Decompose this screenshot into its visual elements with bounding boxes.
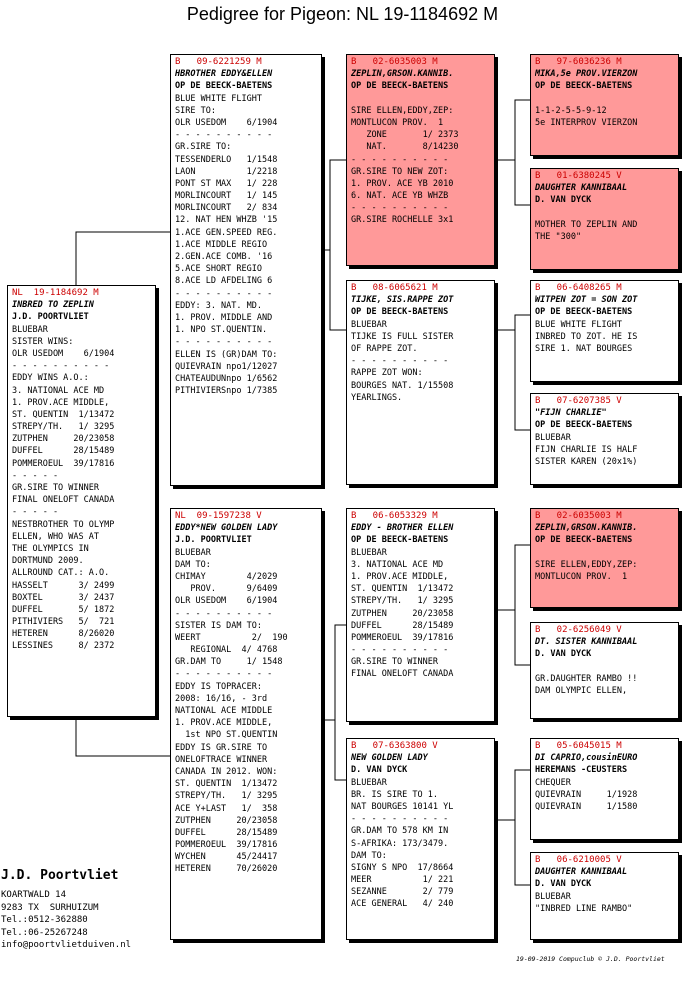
pedigree-line bbox=[535, 93, 678, 105]
pedigree-line: - - - - - - - - - - bbox=[175, 337, 273, 348]
pedigree-line: - - - - - - - - - - bbox=[175, 608, 273, 619]
pedigree-line: DUFFEL 28/15489 bbox=[175, 827, 278, 838]
ring-number: B 07-6207385 V bbox=[535, 396, 622, 406]
owner-email[interactable]: info@poortvlietduiven.nl bbox=[1, 940, 132, 951]
pedigree-line: WEERT 2/ 190 bbox=[175, 632, 288, 643]
pedigree-line: RAPPE ZOT WON: bbox=[351, 368, 423, 379]
pedigree-line: PITHIVIERSnpo 1/7385 bbox=[175, 386, 278, 397]
pedigree-line: 1. PROV. ACE YB 2010 bbox=[351, 178, 454, 189]
pedigree-line: DUFFEL 28/15489 bbox=[351, 620, 454, 631]
pigeon-name: EDDY - BROTHER ELLEN bbox=[351, 523, 454, 534]
breeder-name: D. VAN DYCK bbox=[535, 195, 592, 206]
pedigree-line: SIRE TO: bbox=[175, 105, 216, 116]
pigeon-card-sdd[interactable] bbox=[530, 393, 679, 485]
pedigree-line: - - - - - - - - - - bbox=[351, 154, 449, 165]
pedigree-line: ST. QUENTIN 1/13472 bbox=[175, 779, 278, 790]
pedigree-line: SIRE ELLEN,EDDY,ZEP: bbox=[351, 105, 454, 116]
pedigree-line: HETEREN 70/26020 bbox=[175, 864, 278, 875]
pigeon-card-sire-sire[interactable] bbox=[346, 54, 495, 266]
pedigree-line: DUFFEL 28/15489 bbox=[12, 446, 115, 457]
pedigree-line: REGIONAL 4/ 4768 bbox=[175, 645, 278, 656]
pedigree-line: ACE Y+LAST 1/ 358 bbox=[175, 803, 278, 814]
ring-number: B 08-6065621 M bbox=[351, 283, 438, 293]
ring-number: B 05-6045015 M bbox=[535, 741, 622, 751]
pedigree-line bbox=[351, 93, 494, 105]
pedigree-line: ZUTPHEN 20/23058 bbox=[351, 608, 454, 619]
pedigree-line: ALLROUND CAT.: A.O. bbox=[12, 568, 110, 579]
pedigree-line: CANADA IN 2012. WON: bbox=[175, 766, 278, 777]
ring-number: NL 09-1597238 V bbox=[175, 511, 262, 521]
pedigree-line: BLUEBAR bbox=[175, 547, 211, 558]
ring-number: B 01-6380245 V bbox=[535, 171, 622, 181]
pedigree-line: S-AFRIKA: 173/3479. bbox=[351, 838, 449, 849]
pedigree-line: CHIMAY 4/2029 bbox=[175, 571, 278, 582]
pigeon-name: EDDY*NEW GOLDEN LADY bbox=[175, 523, 278, 534]
pigeon-name: DT. SISTER KANNIBAAL bbox=[535, 637, 638, 648]
pedigree-line: SEZANNE 2/ 779 bbox=[351, 887, 454, 898]
pedigree-line: BOURGES NAT. 1/15508 bbox=[351, 380, 454, 391]
pigeon-card-sss[interactable] bbox=[530, 54, 679, 156]
pedigree-line: NATIONAL ACE MIDDLE bbox=[175, 706, 273, 716]
pedigree-line: 1-1-2-5-5-9-12 bbox=[535, 105, 607, 116]
pedigree-line: GR.SIRE TO: bbox=[175, 142, 232, 153]
pedigree-line: BLUE WHITE FLIGHT bbox=[175, 93, 262, 104]
breeder-name: OP DE BEECK-BAETENS bbox=[175, 81, 273, 92]
pedigree-line: BR. IS SIRE TO 1. bbox=[351, 789, 438, 800]
owner-block bbox=[1, 868, 131, 952]
owner-phone-1: Tel.:0512-362880 bbox=[1, 915, 88, 926]
pedigree-line: QUIEVRAIN npo1/12027 bbox=[175, 361, 278, 372]
pedigree-line: SIRE ELLEN,EDDY,ZEP: bbox=[535, 559, 638, 570]
pedigree-line: 1.ACE MIDDLE REGIO bbox=[175, 239, 268, 250]
pedigree-line: STREPY/TH. 1/ 3295 bbox=[12, 422, 115, 433]
pedigree-line: THE "300" bbox=[535, 231, 582, 242]
breeder-name: OP DE BEECK-BAETENS bbox=[535, 81, 633, 92]
pigeon-name: INBRED TO ZEPLIN bbox=[12, 300, 94, 311]
pedigree-line: 5e INTERPROV VIERZON bbox=[535, 117, 638, 128]
pedigree-line: - - - - - - - - - - bbox=[12, 361, 110, 372]
pigeon-name: DAUGHTER KANNIBAAL bbox=[535, 183, 628, 194]
pedigree-line: BLUEBAR bbox=[351, 319, 387, 330]
pedigree-line: 2.GEN.ACE COMB. '16 bbox=[175, 252, 273, 262]
pedigree-line: GR.DAM TO 1/ 1548 bbox=[175, 657, 283, 668]
pedigree-line: OLR USEDOM 6/1904 bbox=[175, 596, 278, 607]
pedigree-line: SISTER IS DAM TO: bbox=[175, 620, 262, 631]
breeder-name: HEREMANS -CEUSTERS bbox=[535, 765, 628, 776]
pedigree-line: - - - - - bbox=[12, 470, 59, 481]
breeder-name: J.D. POORTVLIET bbox=[175, 535, 252, 546]
pedigree-line: TESSENDERLO 1/1548 bbox=[175, 154, 278, 165]
pedigree-line: 12. NAT HEN WHZB '15 bbox=[175, 215, 278, 226]
pedigree-line: ACE GENERAL 4/ 240 bbox=[351, 899, 454, 910]
breeder-name: OP DE BEECK-BAETENS bbox=[351, 307, 449, 318]
pedigree-line: NAT BOURGES 10141 YL bbox=[351, 801, 454, 812]
pedigree-line: FINAL ONELOFT CANADA bbox=[351, 669, 454, 680]
ring-number: B 09-6221259 M bbox=[175, 57, 262, 67]
pedigree-line: QUIEVRAIN 1/1580 bbox=[535, 801, 638, 812]
pedigree-line: EDDY WINS A.O.: bbox=[12, 373, 89, 384]
ring-number: B 02-6256049 V bbox=[535, 625, 622, 635]
pedigree-line: - - - - - - - - - - bbox=[175, 130, 273, 141]
pedigree-line: LAON 1/2218 bbox=[175, 166, 278, 177]
pedigree-line: BLUE WHITE FLIGHT bbox=[535, 319, 622, 330]
owner-address: KOARTWALD 14 bbox=[1, 890, 67, 900]
pedigree-line: PITHIVIERS 5/ 721 bbox=[12, 617, 115, 628]
pedigree-line: - - - - - - - - - - bbox=[351, 203, 449, 214]
pedigree-line bbox=[535, 661, 678, 673]
pedigree-line: ZUTPHEN 20/23058 bbox=[175, 815, 278, 826]
pedigree-line: DAM OLYMPIC ELLEN, bbox=[535, 685, 628, 696]
pedigree-line: 2008: 16/16, - 3rd bbox=[175, 693, 268, 704]
pedigree-line: CHEQUER bbox=[535, 777, 571, 788]
pedigree-line: DAM TO: bbox=[351, 850, 387, 861]
pigeon-name: "FIJN CHARLIE" bbox=[535, 408, 607, 419]
pedigree-line: ST. QUENTIN 1/13472 bbox=[12, 409, 115, 420]
pedigree-line: SISTER WINS: bbox=[12, 336, 74, 347]
pedigree-line: 3. NATIONAL ACE MD bbox=[12, 385, 105, 396]
breeder-name: J.D. POORTVLIET bbox=[12, 312, 89, 323]
ring-number: B 97-6036236 M bbox=[535, 57, 622, 67]
pedigree-line: MORLINCOURT 2/ 834 bbox=[175, 203, 278, 214]
pedigree-line: MOTHER TO ZEPLIN AND bbox=[535, 219, 638, 230]
breeder-name: OP DE BEECK-BAETENS bbox=[351, 535, 449, 546]
pigeon-card-sire-dam[interactable] bbox=[346, 280, 495, 485]
pedigree-line: ZUTPHEN 20/23058 bbox=[12, 434, 115, 445]
pigeon-name: MIKA,5e PROV.VIERZON bbox=[535, 69, 638, 80]
breeder-name: D. VAN DYCK bbox=[351, 765, 408, 776]
pedigree-line: 1. PROV.ACE MIDDLE, bbox=[175, 718, 273, 729]
pedigree-line: MEER 1/ 221 bbox=[351, 875, 454, 886]
pigeon-card-dsd[interactable] bbox=[530, 622, 679, 719]
pedigree-line: - - - - - - - - - - bbox=[351, 356, 449, 367]
pigeon-card-subject[interactable] bbox=[7, 285, 156, 717]
pedigree-line bbox=[535, 547, 678, 559]
pedigree-line: - - - - - - - - - - bbox=[175, 288, 273, 299]
pedigree-line: PONT ST MAX 1/ 228 bbox=[175, 178, 278, 189]
pedigree-line: SIGNY S NPO 17/8664 bbox=[351, 862, 454, 873]
pedigree-line: MONTLUCON PROV. 1 bbox=[351, 117, 444, 128]
pedigree-line: THE OLYMPICS IN bbox=[12, 543, 89, 554]
ring-number: B 07-6363800 V bbox=[351, 741, 438, 751]
pigeon-card-sire[interactable] bbox=[170, 54, 322, 486]
breeder-name: OP DE BEECK-BAETENS bbox=[351, 81, 449, 92]
pigeon-name: DAUGHTER KANNIBAAL bbox=[535, 867, 628, 878]
pedigree-line: POMMEROEUL 39/17816 bbox=[175, 840, 278, 851]
pedigree-line: DUFFEL 5/ 1872 bbox=[12, 604, 115, 615]
pedigree-line: 1. PROV. MIDDLE AND bbox=[175, 312, 273, 323]
pedigree-line: 1. PROV.ACE MIDDLE, bbox=[351, 571, 449, 582]
pedigree-line: POMMEROEUL 39/17816 bbox=[12, 458, 115, 469]
pedigree-line: EDDY IS TOPRACER: bbox=[175, 681, 262, 692]
pigeon-name: TIJKE, SIS.RAPPE ZOT bbox=[351, 295, 454, 306]
pigeon-card-ssd[interactable] bbox=[530, 168, 679, 270]
pigeon-name: WITPEN ZOT = SON ZOT bbox=[535, 295, 638, 306]
pedigree-line: QUIEVRAIN 1/1928 bbox=[535, 789, 638, 800]
breeder-name: D. VAN DYCK bbox=[535, 649, 592, 660]
pedigree-line: - - - - - - - - - - bbox=[351, 814, 449, 825]
pedigree-line: 3. NATIONAL ACE MD bbox=[351, 559, 444, 570]
owner-phone-2: Tel.:06-25267248 bbox=[1, 927, 88, 938]
pedigree-line: DORTMUND 2009. bbox=[12, 556, 84, 567]
pigeon-card-ddd[interactable] bbox=[530, 852, 679, 940]
pigeon-name: ZEPLIN,GRSON.KANNIB. bbox=[351, 69, 454, 80]
pedigree-line: OF RAPPE ZOT. bbox=[351, 343, 418, 354]
ring-number: B 06-6053329 M bbox=[351, 511, 438, 521]
pedigree-line: SIRE 1. NAT BOURGES bbox=[535, 343, 633, 354]
pigeon-name: ZEPLIN,GRSON.KANNIB. bbox=[535, 523, 638, 534]
pedigree-line: - - - - - bbox=[12, 507, 59, 518]
pedigree-line: MORLINCOURT 1/ 145 bbox=[175, 191, 278, 202]
pigeon-card-dss[interactable] bbox=[530, 508, 679, 608]
pedigree-line: ST. QUENTIN 1/13472 bbox=[351, 584, 454, 595]
pedigree-line: NAT. 8/14230 bbox=[351, 142, 459, 153]
pedigree-line: 1. NPO ST.QUENTIN. bbox=[175, 325, 268, 336]
pigeon-name: HBROTHER EDDY&ELLEN bbox=[175, 69, 273, 80]
pedigree-line: 6. NAT. ACE YB WHZB bbox=[351, 191, 449, 202]
pedigree-line: GR.SIRE TO WINNER bbox=[351, 657, 438, 668]
pedigree-line: TIJKE IS FULL SISTER bbox=[351, 331, 454, 342]
ring-number: B 06-6210005 V bbox=[535, 855, 622, 865]
pedigree-line: STREPY/TH. 1/ 3295 bbox=[175, 791, 278, 802]
pedigree-line: DAM TO: bbox=[175, 559, 211, 570]
pedigree-line: GR.DAUGHTER RAMBO !! bbox=[535, 673, 638, 684]
pedigree-line: OLR USEDOM 6/1904 bbox=[175, 117, 278, 128]
pedigree-line: FINAL ONELOFT CANADA bbox=[12, 495, 115, 506]
pigeon-card-dam[interactable] bbox=[170, 508, 322, 940]
breeder-name: D. VAN DYCK bbox=[535, 879, 592, 890]
owner-name: J.D. Poortvliet bbox=[1, 868, 119, 883]
pedigree-line: BLUEBAR bbox=[351, 547, 387, 558]
pedigree-line: GR.SIRE ROCHELLE 3x1 bbox=[351, 215, 454, 226]
pedigree-line: POMMEROEUL 39/17816 bbox=[351, 632, 454, 643]
pedigree-line: 1st NPO ST.QUENTIN bbox=[175, 730, 278, 741]
pedigree-line: OLR USEDOM 6/1904 bbox=[12, 348, 115, 359]
pedigree-line: ONELOFTRACE WINNER bbox=[175, 754, 268, 765]
pedigree-line: BLUEBAR bbox=[351, 777, 387, 788]
pedigree-line: - - - - - - - - - - bbox=[351, 645, 449, 656]
pedigree-line: 8.ACE LD AFDELING 6 bbox=[175, 276, 273, 287]
breeder-name: OP DE BEECK-BAETENS bbox=[535, 420, 633, 431]
pedigree-line: 1. PROV.ACE MIDDLE, bbox=[12, 397, 110, 408]
pedigree-line: BLUEBAR bbox=[535, 891, 571, 902]
pedigree-line: PROV. 9/6409 bbox=[175, 584, 278, 595]
pigeon-name: DI CAPRIO,cousinEURO bbox=[535, 753, 638, 764]
pedigree-line: INBRED TO ZOT. HE IS bbox=[535, 331, 638, 342]
pedigree-line: NESTBROTHER TO OLYMP bbox=[12, 519, 115, 530]
pedigree-line: EDDY: 3. NAT. MD. bbox=[175, 300, 262, 311]
footer-credit: 19-09-2019 Compuclub © J.D. Poortvliet bbox=[516, 955, 665, 963]
pigeon-card-dds[interactable] bbox=[530, 738, 679, 840]
pedigree-line: EDDY IS GR.SIRE TO bbox=[175, 742, 268, 753]
pedigree-line: BLUEBAR bbox=[535, 432, 571, 443]
pedigree-line: CHATEAUDUNnpo 1/6562 bbox=[175, 373, 278, 384]
owner-city: 9283 TX SURHUIZUM bbox=[1, 902, 99, 913]
pigeon-name: NEW GOLDEN LADY bbox=[351, 753, 428, 764]
breeder-name: OP DE BEECK-BAETENS bbox=[535, 535, 633, 546]
pedigree-line: ELLEN IS (GR)DAM TO: bbox=[175, 349, 278, 360]
ring-number: B 02-6035003 M bbox=[535, 511, 622, 521]
pedigree-line: GR.SIRE TO WINNER bbox=[12, 483, 99, 493]
pigeon-card-dam-sire[interactable] bbox=[346, 508, 495, 722]
pedigree-line: LESSINES 8/ 2372 bbox=[12, 641, 115, 652]
pedigree-line: SISTER KAREN (20x1%) bbox=[535, 456, 638, 467]
pedigree-line: GR.SIRE TO NEW ZOT: bbox=[351, 166, 449, 177]
ring-number: NL 19-1184692 M bbox=[12, 288, 99, 298]
pedigree-line: ELLEN, WHO WAS AT bbox=[12, 531, 99, 542]
pedigree-line: BOXTEL 3/ 2437 bbox=[12, 592, 115, 603]
ring-number: B 06-6408265 M bbox=[535, 283, 622, 293]
pedigree-line: STREPY/TH. 1/ 3295 bbox=[351, 596, 454, 607]
pigeon-card-sds[interactable] bbox=[530, 280, 679, 382]
pedigree-line: GR.DAM TO 578 KM IN bbox=[351, 826, 449, 837]
pedigree-line: FIJN CHARLIE IS HALF bbox=[535, 444, 638, 455]
ring-number: B 02-6035003 M bbox=[351, 57, 438, 67]
pedigree-line: MONTLUCON PROV. 1 bbox=[535, 571, 628, 582]
pedigree-line: "INBRED LINE RAMBO" bbox=[535, 903, 633, 914]
pigeon-card-dam-dam[interactable] bbox=[346, 738, 495, 940]
pedigree-line: YEARLINGS. bbox=[351, 392, 403, 403]
pedigree-line: 1.ACE GEN.SPEED REG. bbox=[175, 227, 278, 238]
page-title: Pedigree for Pigeon: NL 19-1184692 M bbox=[186, 4, 499, 24]
breeder-name: OP DE BEECK-BAETENS bbox=[535, 307, 633, 318]
pedigree-line: BLUEBAR bbox=[12, 324, 48, 335]
pedigree-line: 5.ACE SHORT REGIO bbox=[175, 264, 262, 275]
pedigree-line: WYCHEN 45/24417 bbox=[175, 852, 278, 863]
pedigree-line: HETEREN 8/26020 bbox=[12, 629, 115, 640]
pedigree-line: - - - - - - - - - - bbox=[175, 669, 273, 680]
pedigree-line: ZONE 1/ 2373 bbox=[351, 130, 459, 141]
pedigree-line bbox=[535, 207, 678, 219]
pedigree-line: HASSELT 3/ 2499 bbox=[12, 580, 115, 591]
